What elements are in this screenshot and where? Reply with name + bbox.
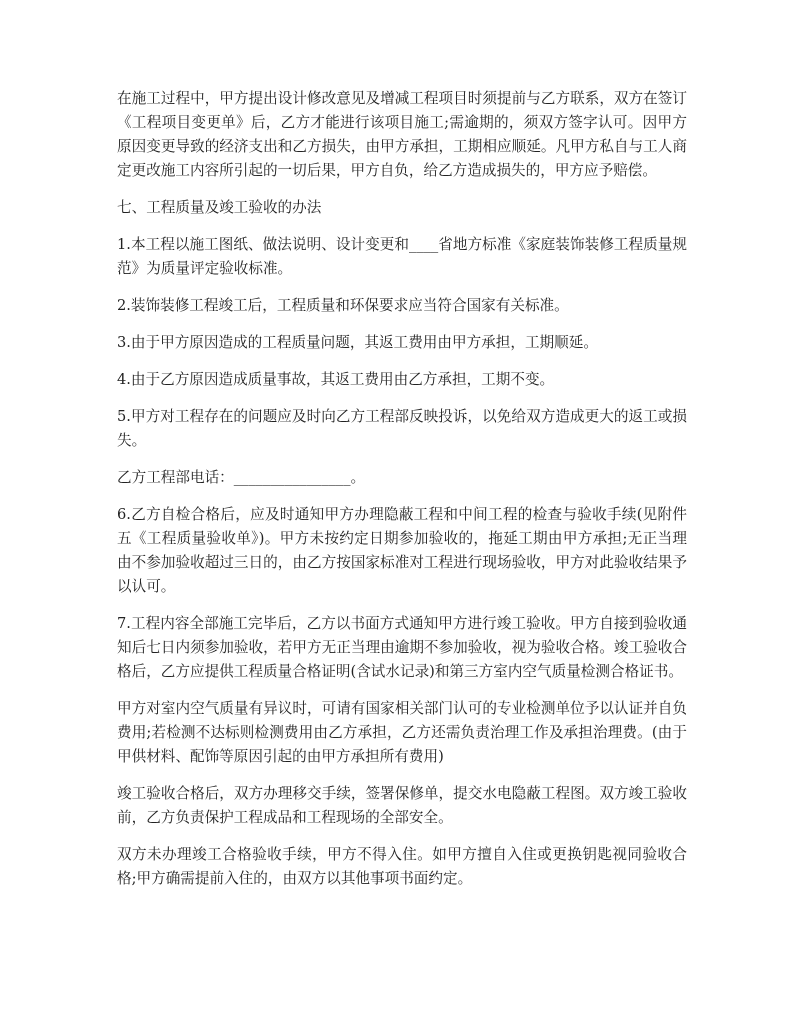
clause-5-complaint: 5.甲方对工程存在的问题应及时向乙方工程部反映投诉，以免给双方造成更大的返工或损失。 [117,408,687,449]
paragraph-air-quality-dispute: 甲方对室内空气质量有异议时，可请有国家相关部门认可的专业检测单位予以认证并自负费用;若检测不达标则检测费用由乙方承担，乙方还需负责治理工作及承担治理费。(由于甲供材料、配饰等原因引起的由甲方承担所有费用) [117,700,687,765]
clause-2-national-standard: 2.装饰装修工程竣工后，工程质量和环保要求应当符合国家有关标准。 [117,297,569,314]
clause-4-party-b-rework: 4.由于乙方原因造成质量事故，其返工费用由乙方承担，工期不变。 [117,371,555,388]
clause-3-party-a-rework: 3.由于甲方原因造成的工程质量问题，其返工费用由甲方承担，工期顺延。 [117,334,598,351]
clause-7-completion-acceptance: 7.工程内容全部施工完毕后，乙方以书面方式通知甲方进行竣工验收。甲方自接到验收通知后七日内须参加验收，若甲方无正当理由逾期不参加验收，视为验收合格。竣工验收合格后，乙方应提供工程质量合格证明(含试水记录)和第三方室内空气质量检测合格证书。 [117,615,687,680]
paragraph-design-change: 在施工过程中，甲方提出设计修改意见及增减工程项目时须提前与乙方联系，双方在签订《工程项目变更单》后，乙方才能进行该项目施工;需逾期的，须双方签字认可。因甲方原因变更导致的经济支出和乙方损失，由甲方承担，工期相应顺延。凡甲方私自与工人商定更改施工内容所引起的一切后果，甲方自负，给乙方造成损失的，甲方应予赔偿。 [117,90,687,179]
engineering-dept-phone: 乙方工程部电话：________________。 [117,469,366,486]
paragraph-handover: 竣工验收合格后，双方办理移交手续，签署保修单，提交水电隐蔽工程图。双方竣工验收前，乙方负责保护工程成品和工程现场的全部安全。 [117,785,687,826]
clause-6-hidden-works-inspection: 6.乙方自检合格后，应及时通知甲方办理隐蔽工程和中间工程的检查与验收手续(见附件五《工程质量验收单》)。甲方未按约定日期参加验收的，拖延工期由甲方承担;无正当理由不参加验收超过三日的，由乙方按国家标准对工程进行现场验收，甲方对此验收结果予以认可。 [117,506,687,595]
section-heading-quality-acceptance: 七、工程质量及竣工验收的办法 [117,199,322,216]
document-body [117,87,687,904]
paragraph-occupancy: 双方未办理竣工合格验收手续，甲方不得入住。如甲方擅自入住或更换钥匙视同验收合格;甲方确需提前入住的，由双方以其他事项书面约定。 [117,846,687,887]
clause-1-quality-standard: 1.本工程以施工图纸、做法说明、设计变更和____省地方标准《家庭装饰装修工程质量规范》为质量评定验收标准。 [117,236,687,277]
